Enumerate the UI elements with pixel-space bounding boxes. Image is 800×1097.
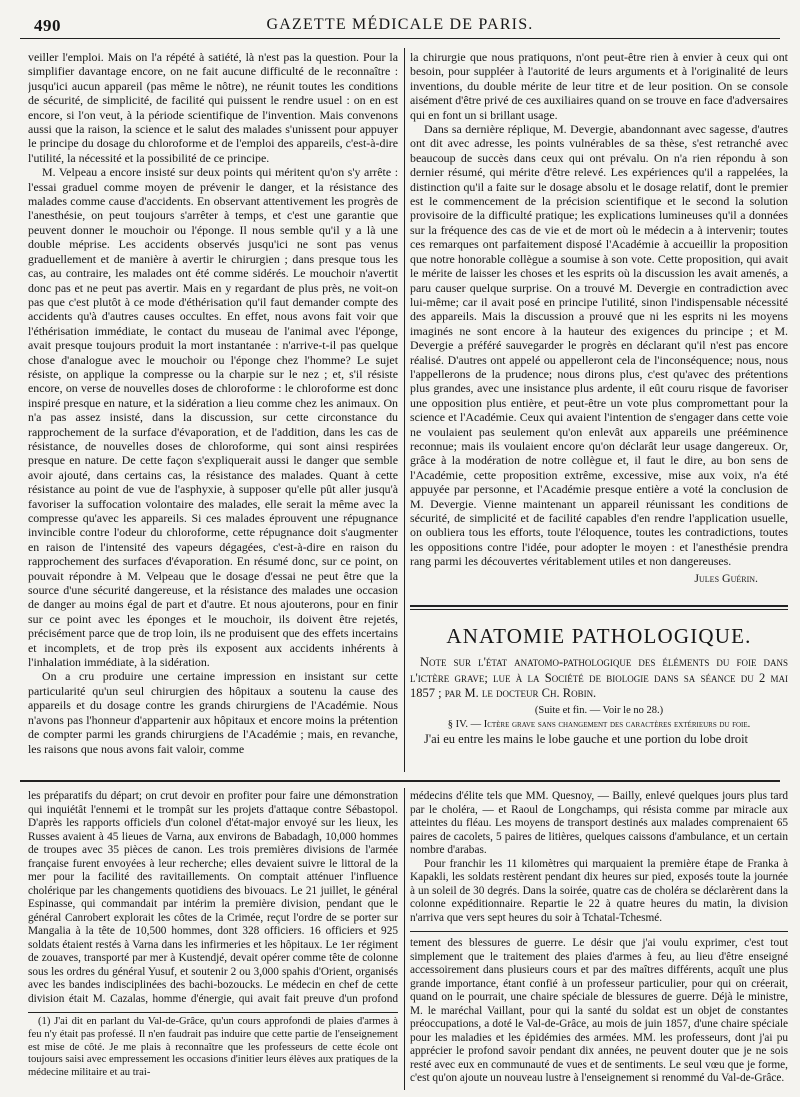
column-right-top xyxy=(410,50,788,594)
author-signature: Jules Guérin. xyxy=(694,570,758,585)
continuation-note: (Suite et fin. — Voir le no 28.) xyxy=(534,704,664,716)
section-divider xyxy=(410,609,788,610)
column-divider xyxy=(404,788,405,1090)
footnote-continuation-rule xyxy=(410,931,788,932)
pathology-section xyxy=(410,620,788,772)
footnote-text: (1) J'ai dit en parlant du Val-de-Grâce, qu'un cours approfondi de plaies d'armes à feu n'y était pas professé. Il n'en faudrait pas induire que cette partie de l'enseignement est mise de côté. Je me plais à reconnaître que les professeurs de cette école ont toujours saisi avec empressement les occasions d'initier leurs élèves aux pratiques de la médecine militaire et au trai- xyxy=(28,1016,398,1079)
paragraph: la chirurgie que nous pratiquons, n'ont peut-être rien à envier à ceux qui ont besoin, pour suppléer à l'autorité de leurs arguments et à l'originalité de leurs inventions, du double mérite de leur titre et de leur position. On se console aisément d'être privé de ces auxiliaires quand on se trouve en face d'adversaires qui en font un si brillant usage. xyxy=(410,50,788,122)
footnote-divider xyxy=(28,1012,398,1013)
paragraph: M. Velpeau a encore insisté sur deux points qui méritent qu'on s'y arrête : l'essai graduel comme moyen de prévenir le danger, et la résistance des malades comme cause d'accidents. En observant attentivement les progrès de l'anesthésie, on peut toujours s'arrêter à temps, et c'est une garantie que peuvent donner le mouchoir ou l'éponge. Il nous semble qu'il y a là une double méprise. Les accidents observés jusqu'ici ne sont pas venus graduellement et de manière à avertir le chirurgien ; dans presque tous les cas, au contraire, les malades ont été comme sidérés. Le mouchoir n'avertit donc pas et ne peut pas avertir. Mais en y regardant de plus près, ne voit-on pas que c'est plutôt à ce mode d'éthérisation qu'il faut demander compte des accidents qu'à d'autres causes occultes. En effet, nous avons fait voir que l'éthérisation immédiate, le contact du museau de l'animal avec l'éponge, avait presque toujours produit la mort instantanée : n'arrive-t-il pas quelque chose d'analogue avec le mouchoir ou l'éponge chez l'homme? Le sujet résiste, on applique la compresse ou la charpie sur le nez ; et, s'il résiste encore, on verse de nouvelles doses de chloroforme : le chloroforme est donc inspiré presque en nature, et la sidération a lieu comme chez les animaux. On n'a pas assez insisté, dans la discussion, sur cette circonstance du rapprochement de la surface d'évaporation, et de l'addition, dans les cas de résistance, de nouvelles doses de chloroforme, qui sont ainsi respirées presque en nature. De cette façon s'expliquerait aussi le danger que semble avoir ajouté, dans certains cas, la résistance des malades. Quant à cette résistance au point de vue de l'asphyxie, à supposer qu'elle pût aller jusqu'à favoriser la suffocation volontaire des malades, elle serait la même avec la compresse qu'avec les appareils. Si ces malades éprouvent une répugnance invincible contre l'odeur du chloroforme, cette répugnance doit s'augmenter en raison de l'intensité des vapeurs dégagées, c'est-à-dire en raison du rapprochement des surfaces d'évaporation. En résumé donc, sur ce point, on pouvait répondre à M. Velpeau que le dosage d'essai ne peut être que la source d'une sécurité dangereuse, et la résistance des malades une occasion de danger au moins égal de part et d'autre. Et nous ajouterons, pour en finir sur ce point avec les éponges et le mouchoir, ils doivent être rejetés, précisément parce que de trop loin, ils ne produisent que des effets incertains et incomplets, et de trop près ils exposent aux accidents inhérents à l'inhalation immédiate, à la sidération. xyxy=(28,165,398,670)
paragraph: J'ai eu entre les mains le lobe gauche et une portion du lobe droit xyxy=(424,731,749,746)
page-header xyxy=(20,8,780,39)
column-left-bottom xyxy=(28,790,398,1006)
section-title: ANATOMIE PATHOLOGIQUE. xyxy=(446,624,752,648)
paragraph: Pour franchir les 11 kilomètres qui marquaient la première étape de Franka à Kapakli, les soldats restèrent pendant dix heures sur pied, exposés toute la journée à un soleil de 30 degrés. Dans la soirée, quatre cas de choléra se déclarèrent dans la colonne expéditionnaire. Repartie le 22 à quatre heures du matin, la division n'arriva que vers sept heures du soir à Tchatal-Tchesmé. xyxy=(410,857,788,924)
paragraph: médecins d'élite tels que MM. Quesnoy, — Bailly, enlevé quelques jours plus tard par le choléra, — et Raoul de Longchamps, qui résista comme par miracle aux atteintes du fléau. Les moyens de transport destinés aux malades comprenaient 65 paires de cacolets, 5 paires de litières, quelques caissons d'ambulance, et un certain nombre d'arabas. xyxy=(410,790,788,856)
column-right-bottom xyxy=(410,790,788,1093)
feuilleton-divider xyxy=(20,780,780,782)
subheading: § IV. — Ictère grave sans changement des caractères extérieurs du foie. xyxy=(447,718,751,730)
paragraph: tement des blessures de guerre. Le désir que j'ai voulu exprimer, c'est tout simplement que le traitement des plaies d'armes à feu, au lieu d'être enseigné accessoirement dans plusieurs cours et par des maîtres différents, acquît une plus grande importance, étant confié à un professeur particulier, pour qui on créerait, quand on le pourrait, une chaire spéciale de blessures de guerre. Déjà le ministre, M. le maréchal Vaillant, pour qui la santé du soldat est un objet de constantes préoccupations, a doté le Val-de-Grâce, au mois de juin 1857, d'une chaire spéciale pour les maladies et les épidémies des armées. MM. les professeurs, dont j'ai pu apprécier le profond savoir pendant dix années, ne peuvent douter que je ne sois resté avec eux en communauté de vues et de sentiments. Le seul vœu que je forme, c'est qu'on ajoute un nouveau lustre à l'enseignement si renommé du Val-de-Grâce. xyxy=(410,937,788,1084)
paragraph: On a cru produire une certaine impression en insistant sur cette particularité qu'un seul chirurgien des hôpitaux a soutenu la cause des appareils et du dosage contre les grands chirurgiens de l'Académie. Nous n'avons pas l'honneur d'appartenir aux hôpitaux et encore moins la prétention de compter parmi les grands chirurgiens de l'Académie ; mais, en revanche, les raisons que nous avons fait valoir, comme xyxy=(28,669,398,756)
paragraph: Dans sa dernière réplique, M. Devergie, abandonnant avec sagesse, d'autres ont dit avec adresse, les points vulnérables de sa thèse, s'est retranché avec beaucoup de succès dans ceux qui ont prévalu. On n'a rien répondu à son dernier résumé, qui mérite d'être relevé. Les expériences qu'il a rappelées, la distinction qu'il a faite sur le dosage absolu et le dosage relatif, dont le premier est le commencement de la précision scientifique et le second la solution provisoire de la difficulté pratique; les explications lumineuses qu'il a données sur la fréquence des cas de vie et de mort où le médecin a à intervenir; toutes ces remarques ont parfaitement disposé l'Académie à accueillir la proposition que notre honorable collègue a soumise à son vote. Cette proposition, qui avait le mérite de laisser les choses et les esprits où la discussion les avait amenés, a paru causer quelque surprise. On a trouvé M. Devergie en contradiction avec lui-même; car il avait posé en principe l'utilité, sinon l'indispensable nécessité des appareils. Mais la discussion a prouvé que ni les esprits ni les moyens imaginés ne sont encore à la hauteur des exigences du principe ; et M. Devergie a préféré sauvegarder le progrès en déclarant qu'il n'est pas encore réalisé. D'autres ont appelé ou appelleront cela de l'inconséquence; nous, nous l'appellerons de la prudence; nous dirons plus, c'est qu'avec des prétentions plus grandes, avec une insistance plus ardente, il eût couru risque de favoriser une opposition plus entière, et peut-être un vote plus compromettant pour la science et l'Académie. Ceux qui avaient l'intention de s'engager dans cette voie ne voulaient pas seulement qu'on enlevât aux appareils une prééminence reconnue; mais ils voulaient encore qu'on déclarât leur usage dangereux. Or, grâce à la modération de notre collègue et, il faut le dire, au bon sens de l'Académie, cette proposition extrême, excessive, mise aux voix, n'a été appuyée par personne, et l'Académie presque entière a voté la conclusion de M. Devergie. Vienne maintenant un appareil réunissant les conditions de sécurité, de simplicité et de facilité capables d'en rendre l'application usuelle, on oubliera tous les efforts, toute l'éloquence, toutes les contradictions, toutes les oppositions contre l'idée, pour adopter le moyen : et l'anesthésie prendra rang parmi les découvertes véritablement utiles et non dangereuses. xyxy=(410,122,788,569)
paragraph: les préparatifs du départ; on crut devoir en profiter pour faire une démonstration qui inquiétât l'ennemi et le trompât sur les projets d'attaque contre Sébastopol. D'après les rapports officiels d'un colonel d'état-major envoyé sur les lieux, les Russes avaient à 45 lieues de Varna, aux environs de Babadagh, 10,000 hommes de troupes avec 35 pièces de canon. Les trois premières divisions de l'armée française furent envoyées à leur recherche; elles devaient suivre le littoral de la mer pour la facilité des ravitaillements. On comptait atténuer l'influence cholérique par les changements quotidiens des bivouacs. Le 21 juillet, le général Espinasse, qui commandait par intérim la première division, pendant que le général Canrobert explorait les côtes de la Crimée, reçut l'ordre de se porter sur Mangalia à la tête de 10,500 hommes, dont 328 officiers. 16 officiers et 925 soldats étaient restés à Varna dans les infirmeries et les hôpitaux. Le 1er régiment de zouaves, transporté par mer à Kustendjé, devait opérer comme tête de colonne sous les ordres du général Yusuf, et soutenir 2 ou 3,000 spahis d'Orient, organisés avec les bandes indisciplinées des bachi-bozoucks. Le médecin en chef de cette division était M. Cazalas, homme d'énergie, qui avait fait preuve d'un profond xyxy=(28,790,398,1005)
note-title: Note sur l'état anatomo-pathologique des éléments du foie dans l'ictère grave; lue à la Société de biologie dans sa séance du 2 mai 1857 ; par M. le docteur Ch. Robin. xyxy=(410,655,788,700)
page-number: 490 xyxy=(34,16,61,35)
column-divider xyxy=(404,48,405,772)
running-title: GAZETTE MÉDICALE DE PARIS. xyxy=(266,16,534,33)
paragraph: veiller l'emploi. Mais on l'a répété à satiété, là n'est pas la question. Pour la simplifier davantage encore, on ne fait aucune difficulté de le reconnaître : jusqu'ici aucun appareil (pas même le nôtre), ne réunit toutes les conditions de sécurité, de simplicité, de facilité qui puissent le rendre usuel : on en est encore, si l'on veut, à la période scientifique de l'invention. Mais convenons aussi que la raison, la science et le salut des malades s'unissent pour appuyer le principe du dosage du chloroforme et de l'emploi des appareils, c'est-à-dire l'utilité, la nécessité et la possibilité de ce principe. xyxy=(28,50,398,165)
section-divider xyxy=(410,605,788,607)
column-left-top xyxy=(28,50,398,772)
footnote xyxy=(28,1016,398,1094)
